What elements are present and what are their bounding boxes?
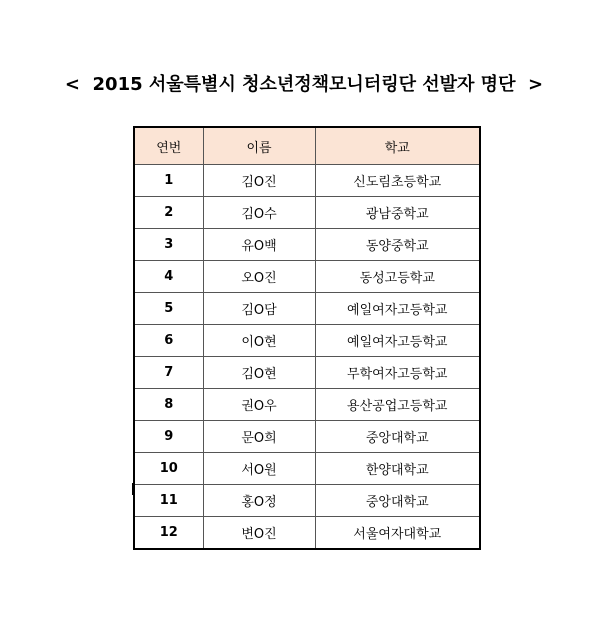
title-open-bracket: < [64, 74, 80, 95]
title-close-bracket: > [528, 74, 544, 95]
row-number: 3 [134, 229, 203, 261]
row-school: 중앙대학교 [315, 421, 480, 453]
header-number: 연번 [134, 127, 203, 165]
page-title [0, 70, 608, 96]
header-name: 이름 [203, 127, 315, 165]
table-row [134, 165, 480, 197]
row-school: 예일여자고등학교 [315, 293, 480, 325]
table-row [134, 421, 480, 453]
row-school: 한양대학교 [315, 453, 480, 485]
row-name: 권O우 [203, 389, 315, 421]
row-number: 8 [134, 389, 203, 421]
table-header-row [134, 127, 480, 165]
row-school: 중앙대학교 [315, 485, 480, 517]
row-number: 1 [134, 165, 203, 197]
row-school: 서울여자대학교 [315, 517, 480, 550]
row-school: 용산공업고등학교 [315, 389, 480, 421]
table-row [134, 197, 480, 229]
row-name: 유O백 [203, 229, 315, 261]
table-row [134, 517, 480, 550]
table-row [134, 357, 480, 389]
row-number: 11 [134, 485, 203, 517]
row-name: 이O현 [203, 325, 315, 357]
row-name: 문O희 [203, 421, 315, 453]
row-number: 6 [134, 325, 203, 357]
row-name: 변O진 [203, 517, 315, 550]
row-number: 12 [134, 517, 203, 550]
row-number: 7 [134, 357, 203, 389]
row-school: 예일여자고등학교 [315, 325, 480, 357]
row-name: 김O담 [203, 293, 315, 325]
table-row [134, 485, 480, 517]
header-school: 학교 [315, 127, 480, 165]
table-row [134, 325, 480, 357]
row-name: 김O수 [203, 197, 315, 229]
row-number: 5 [134, 293, 203, 325]
row-school: 동양중학교 [315, 229, 480, 261]
table-row [134, 389, 480, 421]
table-body [134, 165, 480, 550]
row-school: 무학여자고등학교 [315, 357, 480, 389]
row-number: 9 [134, 421, 203, 453]
row-number: 10 [134, 453, 203, 485]
row-name: 홍O정 [203, 485, 315, 517]
row-number: 2 [134, 197, 203, 229]
table-row [134, 261, 480, 293]
row-school: 광남중학교 [315, 197, 480, 229]
row-name: 김O진 [203, 165, 315, 197]
row-name: 서O원 [203, 453, 315, 485]
table-row [134, 453, 480, 485]
selectee-table [133, 126, 481, 550]
row-school: 동성고등학교 [315, 261, 480, 293]
table-row [134, 229, 480, 261]
table-row [134, 293, 480, 325]
title-text: 2015 서울특별시 청소년정책모니터링단 선발자 명단 [92, 74, 516, 95]
row-number: 4 [134, 261, 203, 293]
row-name: 오O진 [203, 261, 315, 293]
row-school: 신도림초등학교 [315, 165, 480, 197]
row-name: 김O현 [203, 357, 315, 389]
